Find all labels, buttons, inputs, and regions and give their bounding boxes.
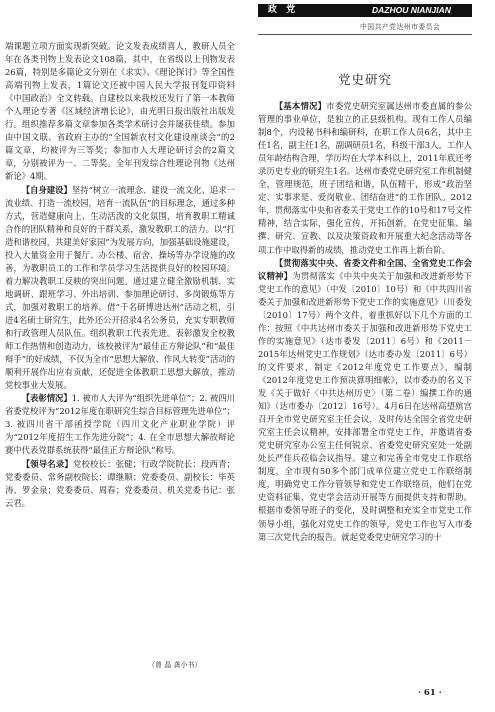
- header-section-label: 政 党: [268, 5, 299, 15]
- header-rule: [258, 34, 472, 35]
- section-label: 【自身建设】: [21, 184, 72, 195]
- page-number: · 61 ·: [418, 688, 442, 698]
- paragraph-basic-info: 【基本情况】市委党史研究室属达州市委直属的参公管理的事业单位，是独立的正县级机构。现有工作人员编制8个，内设秘书科和编研科，在职工作人员6名，其中主任1名，副主任1名，副调研员1名，科级干部3人。工作人员年龄结构合理，学历均在大学本科以上，2011年底还考录历史专业的研究生1名。达州市委党史研究室工作机制健全，管理规范，班子团结和谐，队伍精干，形成“政治坚定、实事求是、爱岗敬业、团结奋进”的工作团队。2012年，贯彻落实中央和省委关于党史工作的10号和17号文件精神，结合实际，强化宣传，开拓创新，在党史征集、编撰、研究、宣教、以及决策资政和开展重大纪念活动等各项工作中取得新的成绩，推动党史工作再上新台阶。: [258, 101, 473, 255]
- section-label: 【领导名录】: [21, 458, 73, 469]
- section-label: 【基本情况】: [274, 101, 327, 111]
- section-label: 【表彰情况】: [21, 393, 72, 404]
- section-label: 【贯彻落实中央、省委文件和全国、全省党史工作会议精神】: [258, 257, 472, 281]
- section-title: 党史研究: [337, 72, 392, 87]
- header-magazine-title: DAZHOU NIANJIAN: [372, 5, 451, 15]
- header-subtitle: 中国共产党达州市委员会: [360, 23, 441, 31]
- left-column: [5, 40, 235, 510]
- paragraph-implementation: 【贯彻落实中央、省委文件和全国、全省党史工作会议精神】为贯彻落实《中共中央关于加强和改进新形势下党史工作的意见》（中发〔2010〕10号）和《中共四川省委关于加强和改进新形势下党史工作的实施意见》（川委发〔2010〕17号）两个文件，着重抓好以下几个方面的工作：按照《中共达州市委关于加强和改进新形势下党史工作的实施意见》（达市委发〔2011〕6号）和《2011－2015年达州党史工作规划》（达市委办发〔2011〕6号）的文件要求，制定《2012年度党史工作要点》，编制《2012年度党史工作预决算明细帐》，以市委办的名义下发《关于做好〈中共达州历史〉（第二卷）编撰工作的通知》（达市委办〔2012〕16号）。4月6日在达州高望殡宫召开全市党史研究室主任会议，及时传达全国全省党史研究室主任会议精神，安排部署全市党史工作，并邀请省委党史研究室办公室主任何锐京、省委党史研究室处一处副处长严佳兵莅临会议指导。建立和完善全市党史工作联络制度，全市现有50多个部门成单位建立党史工作联络制度，明确党史工作分管领导和党史工作联络员，他们在党史资料征集、党史学会活动开展等方面提供支持和帮助。根据市委领导班子的变化，及时调整和充实全市党史工作领导小组，强化对党史工作的领导，党史工作也写入市委第三次党代会的报告。就起党委党史研究学习的十: [258, 257, 473, 542]
- paragraph-leaders: 【领导名录】党校校长：张健；行政学院院长：段西青；党委委员、常务副校院长：谭继顺；党委委员、副校长：毕英涛、罗金泉；党委委员、周春；党委委员、机关党委书记：张云君。: [5, 458, 236, 508]
- paragraph-research: 端课题立项方面实现新突破。论文发表成绩喜人，教研人员全年在各类刊物上发表论文108篇，其中，在省级以上刊物发表26篇，特别是多篇论文分别在《求实》、《理论探讨》等全国性高端刊物上发表，1篇论文还被中国人民大学报刊复印资料《中国政治》全文转载。自建校以来我校还发行了第一本教师个人理论专著《区域经济增长论》，由光明日报出版社出版发行。组织推荐多篇文章参加各类学术研讨会并屡获佳绩。参加由中国文联、省政府主办的“全国新农村文化建设座谈会”的2篇文章，均被评为三等奖；参加市人大理论研讨会的2篇文章，分别被评为一、二等奖。全年刊发综合性理论刊物《达州新论》4期。: [5, 41, 235, 182]
- paragraph-self-building: 【自身建设】坚持“树立一流理念、建设一流文化、追求一流业绩、打造一流校园，培育一流队伍”的目标理念，通过多种方式，营造健康向上、生动活泼的文化氛围，培育教职工精诚合作的团队精神和良好的干群关系，激发教职工的活力。以“打造和谐校园，共建美好家园”为发展方向，加强基础设施建设，投入大量资金用于餐厅、办公楼、宿舍、操场等办学设施的改善，为教职员工的工作和学员学习生活提供良好的校园环境。着力解决教职工反映的突出问题。通过建立健全激励机制、实地调研、跟班学习、外出培训、参加理论研讨、多岗锻炼等方式，加强对教职工的培养。借“千名研博进达州”活动之机，引进4名硕士研究生，此外还公开招录4名公务员，充实专职教师和行政管理人员队伍。组织教职工代表先进。表彰激发全校教师工作热情和创造动力，该校被评为“最佳正方辩论队”和“最佳辩手”的好成绩，不仅为全市“思想大解放、作风大转变”活动的顺利开展作出应有贡献，还促进全体教职工思想大解放，推动党校事业大发展。: [5, 184, 235, 391]
- byline: （曾 晶 龚小书）: [148, 661, 202, 669]
- paragraph-awards: 【表彰情况】1. 被市人大评为“组织先进单位”；2. 被四川省委党校评为“2012年度在职研究生综合目标管理先进单位”；3. 被四川省干部函授学院（四川文化产业职业学院）评为“2012年度招生工作先进分院”；4. 在全市思想大解放辩论赛中代表党群系统获得“最佳正方辩论队”称号。: [5, 393, 236, 456]
- right-column: [258, 100, 472, 544]
